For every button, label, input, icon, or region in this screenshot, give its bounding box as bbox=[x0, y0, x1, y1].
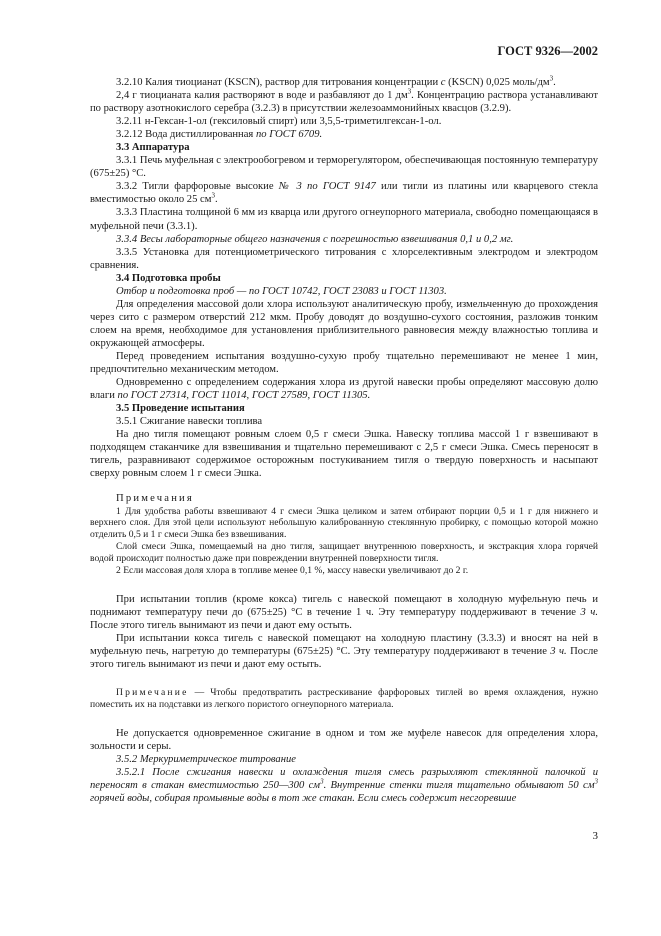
clause-3-3-2: 3.3.2 Тигли фарфоровые высокие № 3 по ГОСТ 9147 или тигли из платины или кварцевого стекла вместимостью около 25 $см^3$. bbox=[90, 181, 599, 206]
clause-3-5-1-fuel: При испытании топлив (кроме кокса) тигель с навеской помещают в холодную муфельную печь и поднимают температуру печи до (675±25) °С в течение 1 ч. Эту температуру поддерживают в течение 3 ч. После этого тигель вынимают из печи и дают ему остыть. bbox=[90, 593, 598, 632]
section-heading-3-3: 3.3 Аппаратура bbox=[116, 142, 190, 154]
clause-3-4-moisture: Одновременно с определением содержания хлора из другой навески пробы определяют массовую долю влаги по ГОСТ 27314, ГОСТ 11014, ГОСТ 27589, ГОСТ 11305. bbox=[90, 377, 598, 402]
clause-3-3-5: 3.3.5 Установка для потенциометрического титрования с хлорселективным электродом и электродом сравнения. bbox=[90, 246, 598, 271]
clause-3-4-sample: Для определения массовой доли хлора используют аналитическую пробу, измельченную до прохождения через сито с размером отверстий 212 мкм. Пробу доводят до воздушно-сухого состояния, разложив тонким слоем на время, необходимое для установления приблизительного равновесия между влажностью топлива и окружающей атмосферы. bbox=[90, 298, 598, 349]
clause-3-5-1: 3.5.1 Сжигание навески топлива bbox=[116, 416, 263, 428]
note-3: Примечание — Чтобы предотвратить растрескивание фарфоровых тиглей во время охлаждения, нужно поместить их на подставки из легкого пористого огнеупорного материала. bbox=[90, 687, 598, 711]
document-body bbox=[90, 76, 598, 805]
section-heading-3-4: 3.4 Подготовка пробы bbox=[116, 272, 221, 284]
clause-3-4-mixing: Перед проведением испытания воздушно-сухую пробу тщательно перемешивают не менее 1 мин, предпочтительно механическим методом. bbox=[90, 350, 598, 376]
clause-3-5-2: 3.5.2 Меркуриметрическое титрование bbox=[116, 754, 296, 766]
clause-3-2-10-text: 2,4 г тиоцианата калия растворяют в воде и разбавляют до 1 $дм^3$. Концентрацию раствора устанавливают по раствору азотнокислого серебра (3.2.3) в присутствии железоаммонийных квасцов (3.2.9). bbox=[90, 87, 598, 115]
clause-3-3-1: 3.3.1 Печь муфельная с электрообогревом и терморегулятором, обеспечивающая постоянную температуру (675±25) °С. bbox=[90, 155, 598, 180]
note-2: 2 Если массовая доля хлора в топливе менее 0,1 %, массу навески увеличивают до 2 г. bbox=[116, 565, 469, 577]
clause-3-5-1-coke: При испытании кокса тигель с навеской помещают на холодную пластину (3.3.3) и вносят на ней в муфельную печь, нагретую до температуры (675±25) °С. Эту температуру поддерживают в течение 3 ч. После этого тигель вынимают из печи и дают ему остыть. bbox=[90, 633, 598, 671]
clause-3-5-2-1: 3.5.2.1 После сжигания навески и охлаждения тигля смесь разрыхляют стеклянной палочкой и переносят в стакан вместимостью 250—300 $см^3$. Внутренние стенки тигля тщательно обмывают 50 $см^3$ горячей воды, собирая промывные воды в тот же стакан. Если смесь содержит несгоревшие bbox=[90, 767, 598, 805]
clause-3-5-1-text: На дно тигля помещают ровным слоем 0,5 г смеси Эшка. Навеску топлива массой 1 г взвешивают в подходящем стаканчике для взвешивания и тщательно перемешивают с 2,5 г смеси Эшка. Смесь переносят в тигель, разравнивают содержимое осторожным постукиванием тигля о твердую поверхность и насыпают сверху ровным слоем 1 г смеси Эшка. bbox=[90, 429, 598, 480]
note-1-continued: Слой смеси Эшка, помещаемый на дно тигля, защищает внутреннюю поверхность, и экстракция хлора горячей водой происходит полностью даже при повреждении внутренней поверхности тигля. bbox=[90, 541, 598, 565]
document-header: ГОСТ 9326—2002 bbox=[497, 44, 598, 58]
clause-3-5-1-restriction: Не допускается одновременное сжигание в одном и том же муфеле навесок для определения хлора, зольности и серы. bbox=[90, 728, 598, 753]
section-heading-3-5: 3.5 Проведение испытания bbox=[116, 403, 245, 415]
notes-title: Примечания bbox=[116, 493, 194, 505]
page-number: 3 bbox=[592, 830, 598, 842]
note-1: 1 Для удобства работы взвешивают 4 г смеси Эшка целиком и затем отбирают порции 0,5 и 1 г для нижнего и верхнего слоя. Для этой цели используют небольшую калиброванную стеклянную пробирку, с помощью которой можно отделить 0,5 и 1 г смеси Эшка без взвешивания. bbox=[90, 505, 598, 541]
clause-3-3-4: 3.3.4 Весы лабораторные общего назначения с погрешностью взвешивания 0,1 и 0,2 мг. bbox=[116, 233, 514, 245]
clause-3-4-sampling: Отбор и подготовка проб — по ГОСТ 10742, ГОСТ 23083 и ГОСТ 11303. bbox=[116, 285, 447, 297]
clause-3-2-11: 3.2.11 н-Гексан-1-ол (гексиловый спирт) или 3,5,5-триметилгексан-1-ол. bbox=[116, 116, 442, 128]
clause-3-3-3: 3.3.3 Пластина толщиной 6 мм из кварца или другого огнеупорного материала, свободно помещающаяся в муфельной печи (3.3.1). bbox=[90, 207, 598, 232]
clause-3-2-12: 3.2.12 Вода дистиллированная по ГОСТ 6709. bbox=[116, 129, 323, 141]
clause-3-2-10: 3.2.10 Калия тиоцианат (KSCN), раствор для титрования концентрации c (KSCN) 0,025 моль/$дм^3$. bbox=[116, 74, 556, 88]
